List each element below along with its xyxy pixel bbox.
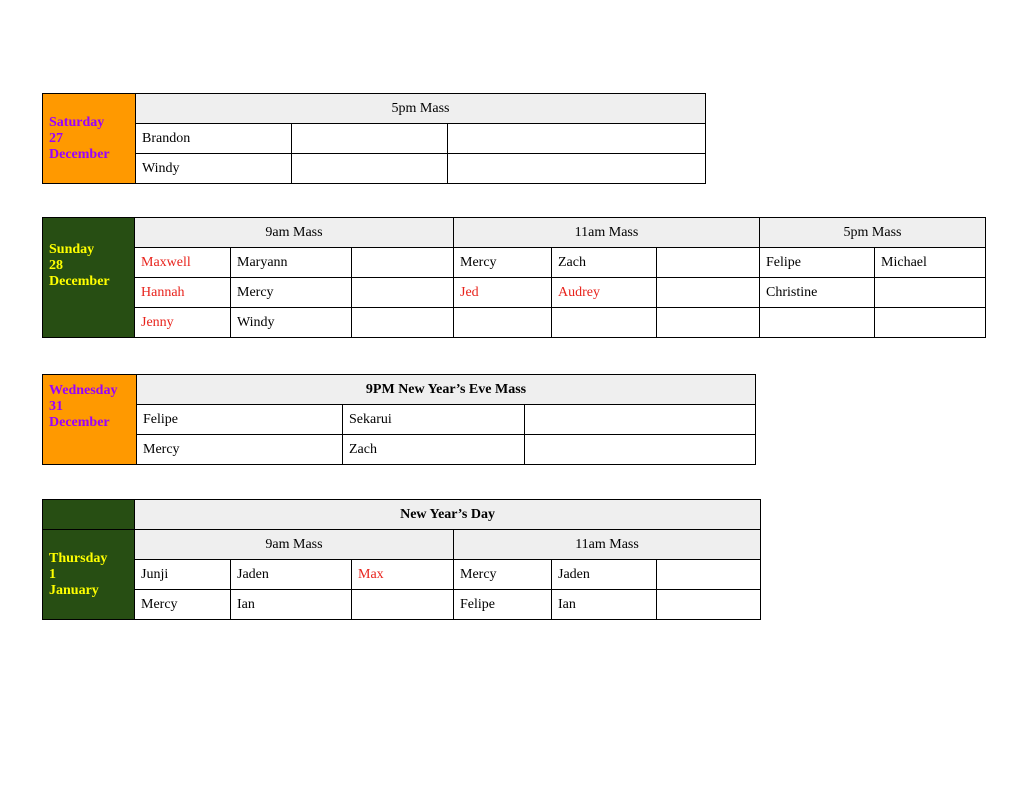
name-cell: Jed (454, 278, 552, 308)
name-cell: Jaden (231, 560, 352, 590)
name-cell: Max (352, 560, 454, 590)
name-cell: Michael (875, 248, 986, 278)
name-cell: Felipe (454, 590, 552, 620)
name-cell (760, 308, 875, 338)
name-cell: Mercy (454, 560, 552, 590)
name-cell (875, 278, 986, 308)
name-cell: Felipe (137, 405, 343, 435)
day-month: December (49, 274, 110, 289)
day-month: December (49, 415, 110, 430)
day-month: January (49, 582, 99, 598)
day-cell (43, 218, 135, 338)
name-cell: Maxwell (135, 248, 231, 278)
name-cell (657, 560, 761, 590)
name-cell (657, 308, 760, 338)
mass-header-9am: 9am Mass (135, 530, 454, 560)
name-cell: Zach (552, 248, 657, 278)
day-name: Saturday (49, 114, 105, 130)
name-cell: Mercy (454, 248, 552, 278)
day-cell (43, 94, 136, 184)
name-cell (657, 278, 760, 308)
day-date: 28 (49, 258, 63, 273)
day-name: Thursday (49, 550, 108, 566)
name-cell: Sekarui (343, 405, 525, 435)
name-cell: Zach (343, 435, 525, 465)
name-cell (352, 278, 454, 308)
name-cell (352, 590, 454, 620)
name-cell (352, 248, 454, 278)
name-cell (552, 308, 657, 338)
name-cell: Mercy (231, 278, 352, 308)
mass-header-11am: 11am Mass (454, 218, 760, 248)
mass-header-11am: 11am Mass (454, 530, 761, 560)
holiday-header: New Year’s Day (135, 500, 761, 530)
day-cell (43, 530, 135, 620)
schedule-thursday-1 (42, 499, 761, 620)
day-date: 27 (49, 130, 63, 146)
mass-header: 5pm Mass (136, 94, 706, 124)
name-cell: Christine (760, 278, 875, 308)
name-cell (875, 308, 986, 338)
day-cell (43, 375, 137, 465)
schedule-sunday-28 (42, 217, 986, 338)
name-cell: Ian (231, 590, 352, 620)
day-name: Sunday (49, 242, 95, 257)
name-cell: Audrey (552, 278, 657, 308)
day-cell-top (43, 500, 135, 530)
name-cell: Ian (552, 590, 657, 620)
name-cell (657, 248, 760, 278)
name-cell: Hannah (135, 278, 231, 308)
mass-header-5pm: 5pm Mass (760, 218, 986, 248)
name-cell: Felipe (760, 248, 875, 278)
name-cell (292, 154, 448, 184)
name-cell: Jenny (135, 308, 231, 338)
day-date: 1 (49, 566, 56, 582)
name-cell (448, 124, 706, 154)
name-cell: Jaden (552, 560, 657, 590)
name-cell: Junji (135, 560, 231, 590)
mass-header: 9PM New Year’s Eve Mass (137, 375, 756, 405)
name-cell (352, 308, 454, 338)
name-cell: Mercy (135, 590, 231, 620)
name-cell: Windy (231, 308, 352, 338)
name-cell: Windy (136, 154, 292, 184)
name-cell (657, 590, 761, 620)
name-cell (525, 405, 756, 435)
day-name: Wednesday (49, 383, 118, 398)
day-month: December (49, 146, 110, 162)
schedule-saturday-27 (42, 93, 706, 184)
day-date: 31 (49, 399, 63, 414)
name-cell: Brandon (136, 124, 292, 154)
name-cell (454, 308, 552, 338)
name-cell (448, 154, 706, 184)
name-cell: Mercy (137, 435, 343, 465)
name-cell: Maryann (231, 248, 352, 278)
schedule-wednesday-31 (42, 374, 756, 465)
mass-header-9am: 9am Mass (135, 218, 454, 248)
name-cell (525, 435, 756, 465)
name-cell (292, 124, 448, 154)
